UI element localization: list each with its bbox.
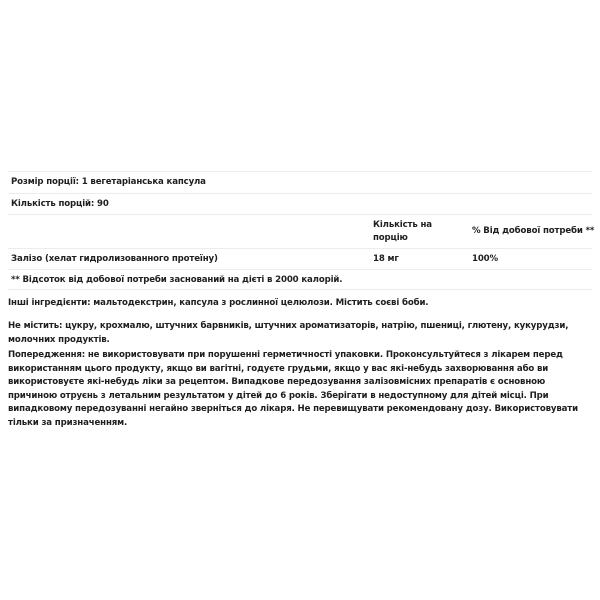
servings-per-container: Кількість порцій: 90 [11, 199, 109, 209]
warning-text: Попередження: не використовувати при порушенні герметичності упаковки. Проконсультуйтеся з лікарем перед використанням цього продукту, якщо ви вагітні, годуєте грудьми, якщо у вас які-небудь захворювання або ви використовуєте які-небудь ліки за рецептом. Випадкове передозування залізовмісних препаратів є основною причиною отруєнь з летальним результатом у дітей до 6 років. Зберігати в недоступному для дітей місці. При випадковому передозуванні негайно зверніться до лікаря. Не перевищувати рекомендовану дозу. Використовувати тільки за призначенням. [8, 350, 578, 428]
nutrient-name: Залізо (хелат гидролизованного протеїну) [11, 254, 218, 264]
other-ingredients: Інші інгредієнти: мальтодекстрин, капсула з рослинної целюлози. Містить соєві боби. [8, 298, 429, 308]
servings-per-container-row [8, 193, 592, 214]
daily-value-footnote: ** Відсоток від добової потреби заснований на дієті в 2000 калорій. [11, 275, 343, 285]
footnote-row [8, 269, 592, 290]
free-from-statement: Не містить: цукру, крохмалю, штучних барвників, штучних ароматизаторів, натрію, пшениці, глютену, кукурудзи, молочних продуктів. [8, 321, 569, 345]
supplement-facts-table [8, 171, 595, 290]
header-daily-value: % Від добової потреби ** [472, 226, 595, 236]
header-amount-per-serving: Кількість на порцію [373, 220, 432, 243]
table-row [8, 248, 592, 269]
table-header-row [8, 214, 595, 248]
serving-size-row [8, 171, 592, 193]
nutrient-daily-value: 100% [472, 254, 498, 264]
nutrient-amount: 18 мг [373, 254, 399, 264]
serving-size: Розмір порції: 1 вегетаріанська капсула [11, 177, 206, 187]
